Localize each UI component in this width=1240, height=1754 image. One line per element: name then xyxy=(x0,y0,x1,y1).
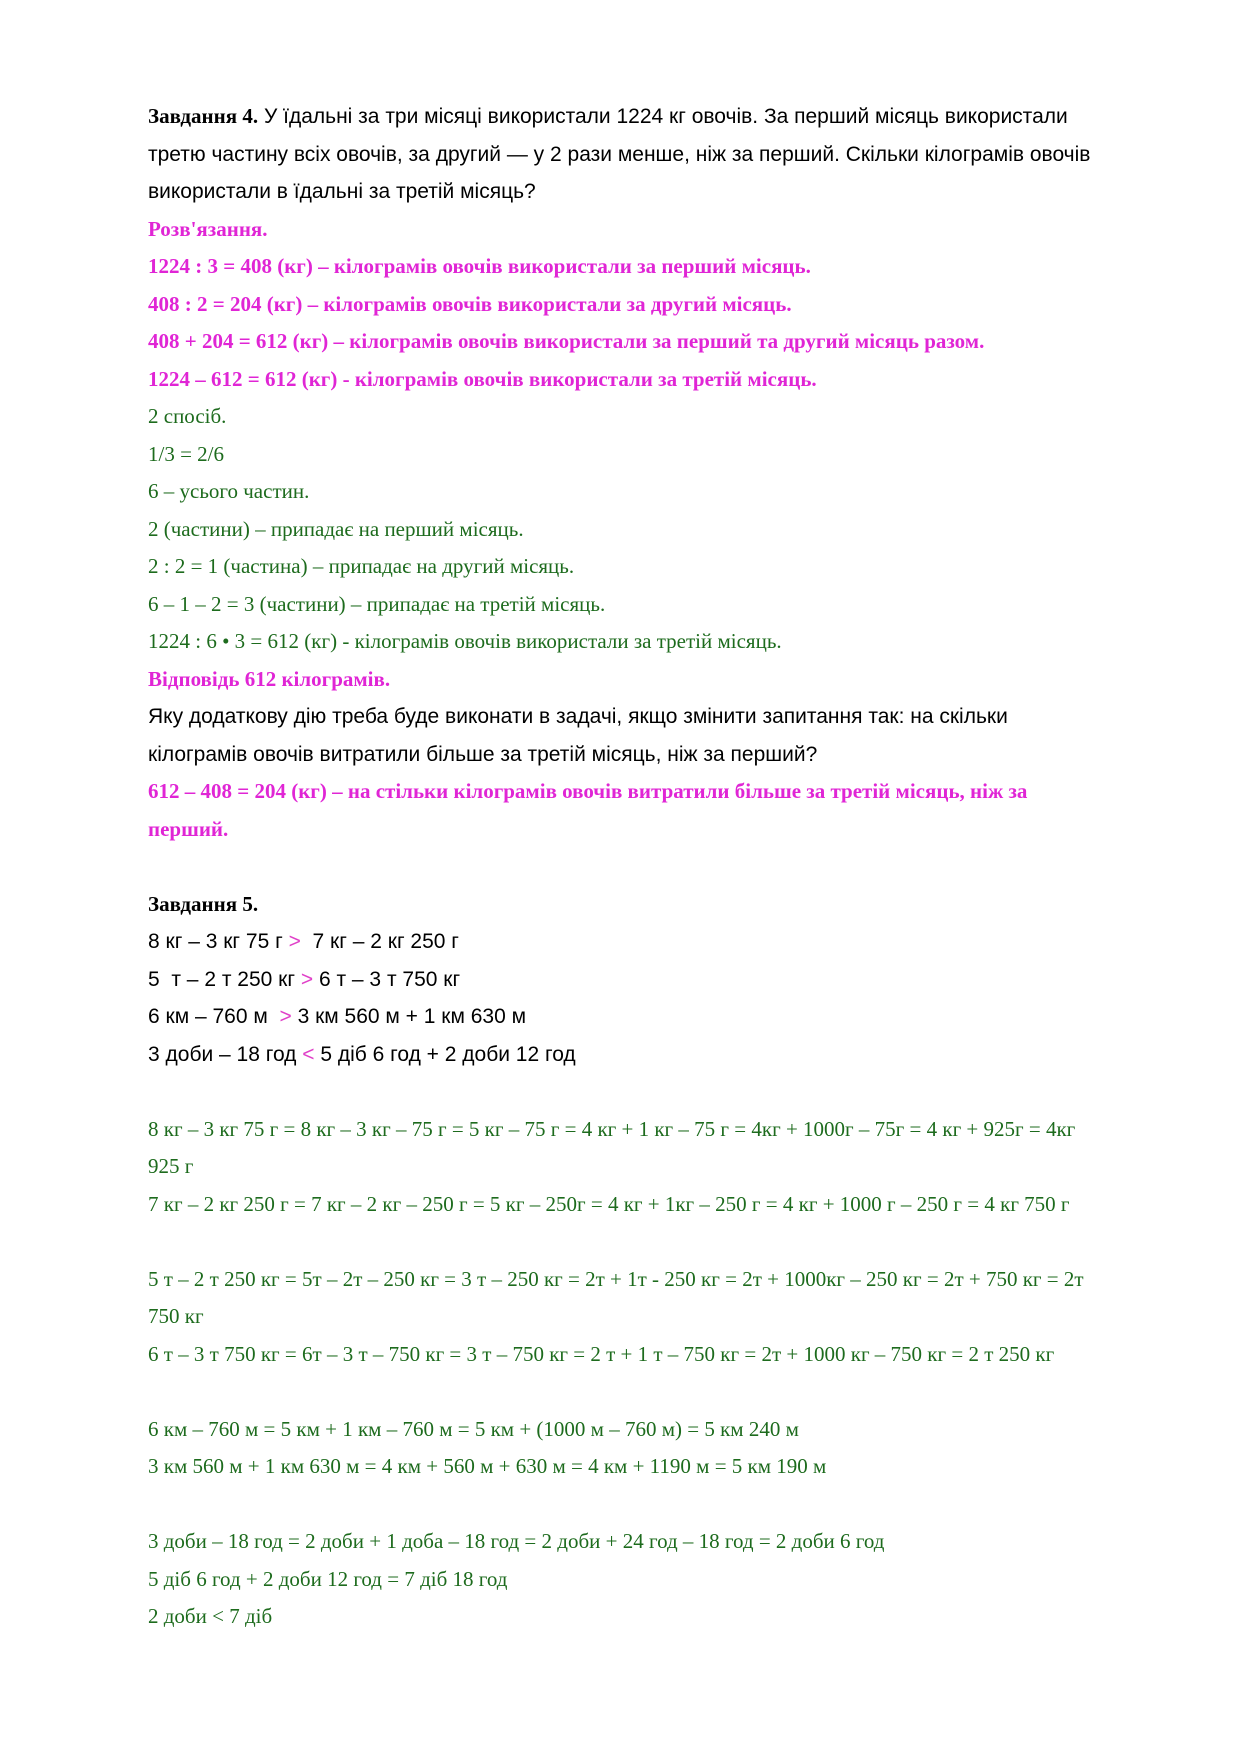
task4-problem-line2: третю частину всіх овочів, за другий — у 2 рази менше, ніж за перший. Скільки кілограмів овочів xyxy=(148,142,1091,166)
method2-line: 1/3 = 2/6 xyxy=(148,441,225,466)
comparison-line: 8 кг – 3 кг 75 г > 7 кг – 2 кг 250 г xyxy=(148,930,459,953)
calc-line: 8 кг – 3 кг 75 г = 8 кг – 3 кг – 75 г = 5 кг – 75 г = 4 кг + 1 кг – 75 г = 4кг + 1000г – 75г = 4 кг + 925г = 4кг xyxy=(148,1116,1076,1141)
document-page xyxy=(148,98,1138,1636)
solution-step: 1224 – 612 = 612 (кг) - кілограмів овочів використали за третій місяць. xyxy=(148,366,817,391)
solution-step: 408 + 204 = 612 (кг) – кілограмів овочів використали за перший та другий місяць разом. xyxy=(148,329,985,353)
relation-sign: > xyxy=(300,967,314,991)
method2-line: 1224 : 6 • 3 = 612 (кг) - кілограмів овочів використали за третій місяць. xyxy=(148,629,782,653)
method2-line: 2 : 2 = 1 (частина) – припадає на другий місяць. xyxy=(148,554,575,578)
calc-line: 7 кг – 2 кг 250 г = 7 кг – 2 кг – 250 г = 5 кг – 250г = 4 кг + 1кг – 250 г = 4 кг + 1000 г – 250 г = 4 кг 750 г xyxy=(148,1191,1070,1216)
method2-heading: 2 спосіб. xyxy=(148,404,227,428)
answer: Відповідь 612 кілограмів. xyxy=(148,666,391,691)
task4-heading: Завдання 4. xyxy=(148,104,259,128)
spacer xyxy=(148,848,1138,886)
calc-line: 750 кг xyxy=(148,1304,204,1328)
comparison-line: 6 км – 760 м > 3 км 560 м + 1 км 630 м xyxy=(148,1005,527,1028)
spacer xyxy=(148,1073,1138,1111)
method2-line: 6 – 1 – 2 = 3 (частини) – припадає на третій місяць. xyxy=(148,591,606,616)
relation-sign: > xyxy=(288,930,301,953)
calc-line: 6 т – 3 т 750 кг = 6т – 3 т – 750 кг = 3 т – 750 кг = 2 т + 1 т – 750 кг = 2т + 1000 кг – 750 кг = 2 т 250 кг xyxy=(148,1341,1055,1366)
extra-question-line1: Яку додаткову дію треба буде виконати в задачі, якщо змінити запитання так: на скільки xyxy=(148,705,1008,728)
solution-heading: Розв'язання. xyxy=(148,216,268,241)
method2-line: 2 (частини) – припадає на перший місяць. xyxy=(148,516,524,541)
spacer xyxy=(148,1373,1138,1411)
extra-answer-line1: 612 – 408 = 204 (кг) – на стільки кілограмів овочів витратили більше за третій місяць, ніж за xyxy=(148,779,1028,803)
method2-line: 6 – усього частин. xyxy=(148,479,310,503)
calc-line: 3 км 560 м + 1 км 630 м = 4 км + 560 м + 630 м = 4 км + 1190 м = 5 км 190 м xyxy=(148,1454,827,1478)
spacer xyxy=(148,1486,1138,1524)
task4-problem-line1: Завдання 4. У їдальні за три місяці використали 1224 кг овочів. За перший місяць використали xyxy=(148,104,1068,128)
comparison-line: 5 т – 2 т 250 кг > 6 т – 3 т 750 кг xyxy=(148,967,461,991)
relation-sign: < xyxy=(302,1042,315,1066)
solution-step: 1224 : 3 = 408 (кг) – кілограмів овочів використали за перший місяць. xyxy=(148,254,811,278)
task5-heading: Завдання 5. xyxy=(148,891,259,916)
calc-line: 3 доби – 18 год = 2 доби + 1 доба – 18 год = 2 доби + 24 год – 18 год = 2 доби 6 год xyxy=(148,1529,885,1553)
calc-line: 6 км – 760 м = 5 км + 1 км – 760 м = 5 км + (1000 м – 760 м) = 5 км 240 м xyxy=(148,1416,799,1441)
spacer xyxy=(148,1223,1138,1261)
task4-problem-line3: використали в їдальні за третій місяць? xyxy=(148,180,536,203)
calc-line: 5 діб 6 год + 2 доби 12 год = 7 діб 18 год xyxy=(148,1566,508,1591)
extra-answer-line2: перший. xyxy=(148,816,229,841)
comparison-line: 3 доби – 18 год < 5 діб 6 год + 2 доби 12 год xyxy=(148,1042,576,1066)
relation-sign: > xyxy=(279,1005,292,1028)
calc-line: 2 доби < 7 діб xyxy=(148,1604,273,1628)
calc-line: 5 т – 2 т 250 кг = 5т – 2т – 250 кг = 3 т – 250 кг = 2т + 1т - 250 кг = 2т + 1000кг – 250 кг = 2т + 750 кг = 2т xyxy=(148,1266,1084,1291)
calc-line: 925 г xyxy=(148,1154,194,1178)
solution-step: 408 : 2 = 204 (кг) – кілограмів овочів використали за другий місяць. xyxy=(148,291,792,316)
extra-question-line2: кілограмів овочів витратили більше за третій місяць, ніж за перший? xyxy=(148,742,818,766)
